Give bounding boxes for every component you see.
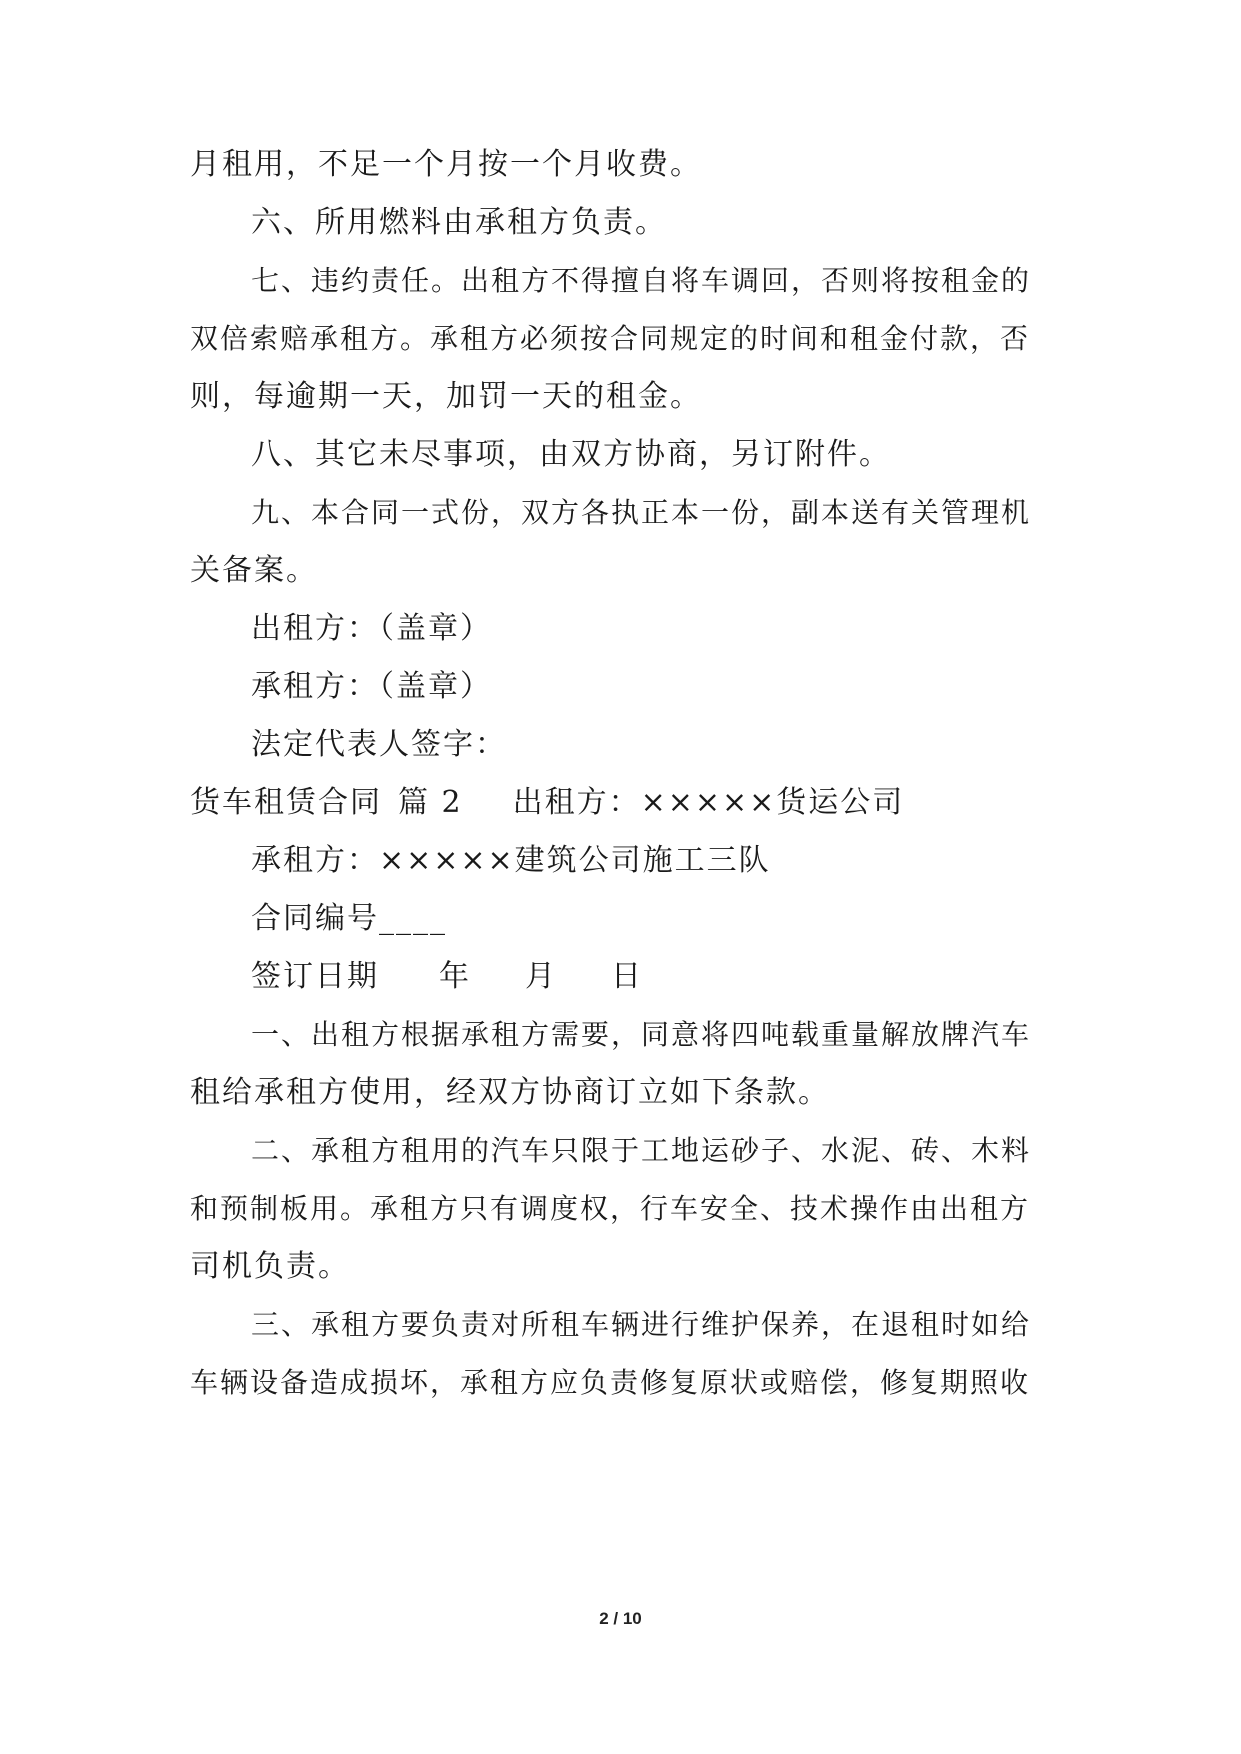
signing-date-label: 签订日期 [251,959,379,994]
signing-date-line [251,957,643,997]
month-label: 月 [525,959,557,994]
text-line: 八、其它未尽事项，由双方协商，另订附件。 [251,437,891,472]
contract-title: 货车租赁合同 [190,785,382,820]
text-line: 司机负责。 [190,1249,350,1284]
text-line: 关备案。 [190,553,318,588]
text-line: 六、所用燃料由承租方负责。 [251,205,667,240]
text-line: 承租方：×××××建筑公司施工三队 [251,843,771,878]
day-label: 日 [611,959,643,994]
year-label: 年 [439,959,471,994]
text-line: 法定代表人签字： [251,727,507,762]
page-number: 2 / 10 [599,1609,642,1628]
text-line: 则，每逾期一天，加罚一天的租金。 [190,379,702,414]
lessor-line: 出租方：×××××货运公司 [512,785,905,820]
text-line: 九、本合同一式份，双方各执正本一份，副本送有关管理机 [251,496,1032,529]
text-line: 七、违约责任。出租方不得擅自将车调回，否则将按租金的 [251,264,1032,297]
text-line: 和预制板用。承租方只有调度权，行车安全、技术操作由出租方 [190,1192,1031,1225]
text-line: 双倍索赔承租方。承租方必须按合同规定的时间和租金付款，否 [190,322,1031,355]
text-line: 承租方：（盖章） [251,669,492,704]
text-line: 出租方：（盖章） [251,611,492,646]
text-line: 租给承租方使用，经双方协商订立如下条款。 [190,1075,830,1110]
text-line: 月租用，不足一个月按一个月收费。 [190,147,702,182]
contract-heading-line [190,783,904,823]
text-line: 一、出租方根据承租方需要，同意将四吨载重量解放牌汽车 [251,1018,1032,1051]
text-line: 车辆设备造成损坏，承租方应负责修复原状或赔偿，修复期照收 [190,1366,1031,1399]
text-line: 三、承租方要负责对所租车辆进行维护保养，在退租时如给 [251,1308,1032,1341]
text-line: 合同编号____ [251,901,447,936]
section-label: 篇 2 [398,785,463,820]
text-line: 二、承租方租用的汽车只限于工地运砂子、水泥、砖、木料 [251,1134,1032,1167]
